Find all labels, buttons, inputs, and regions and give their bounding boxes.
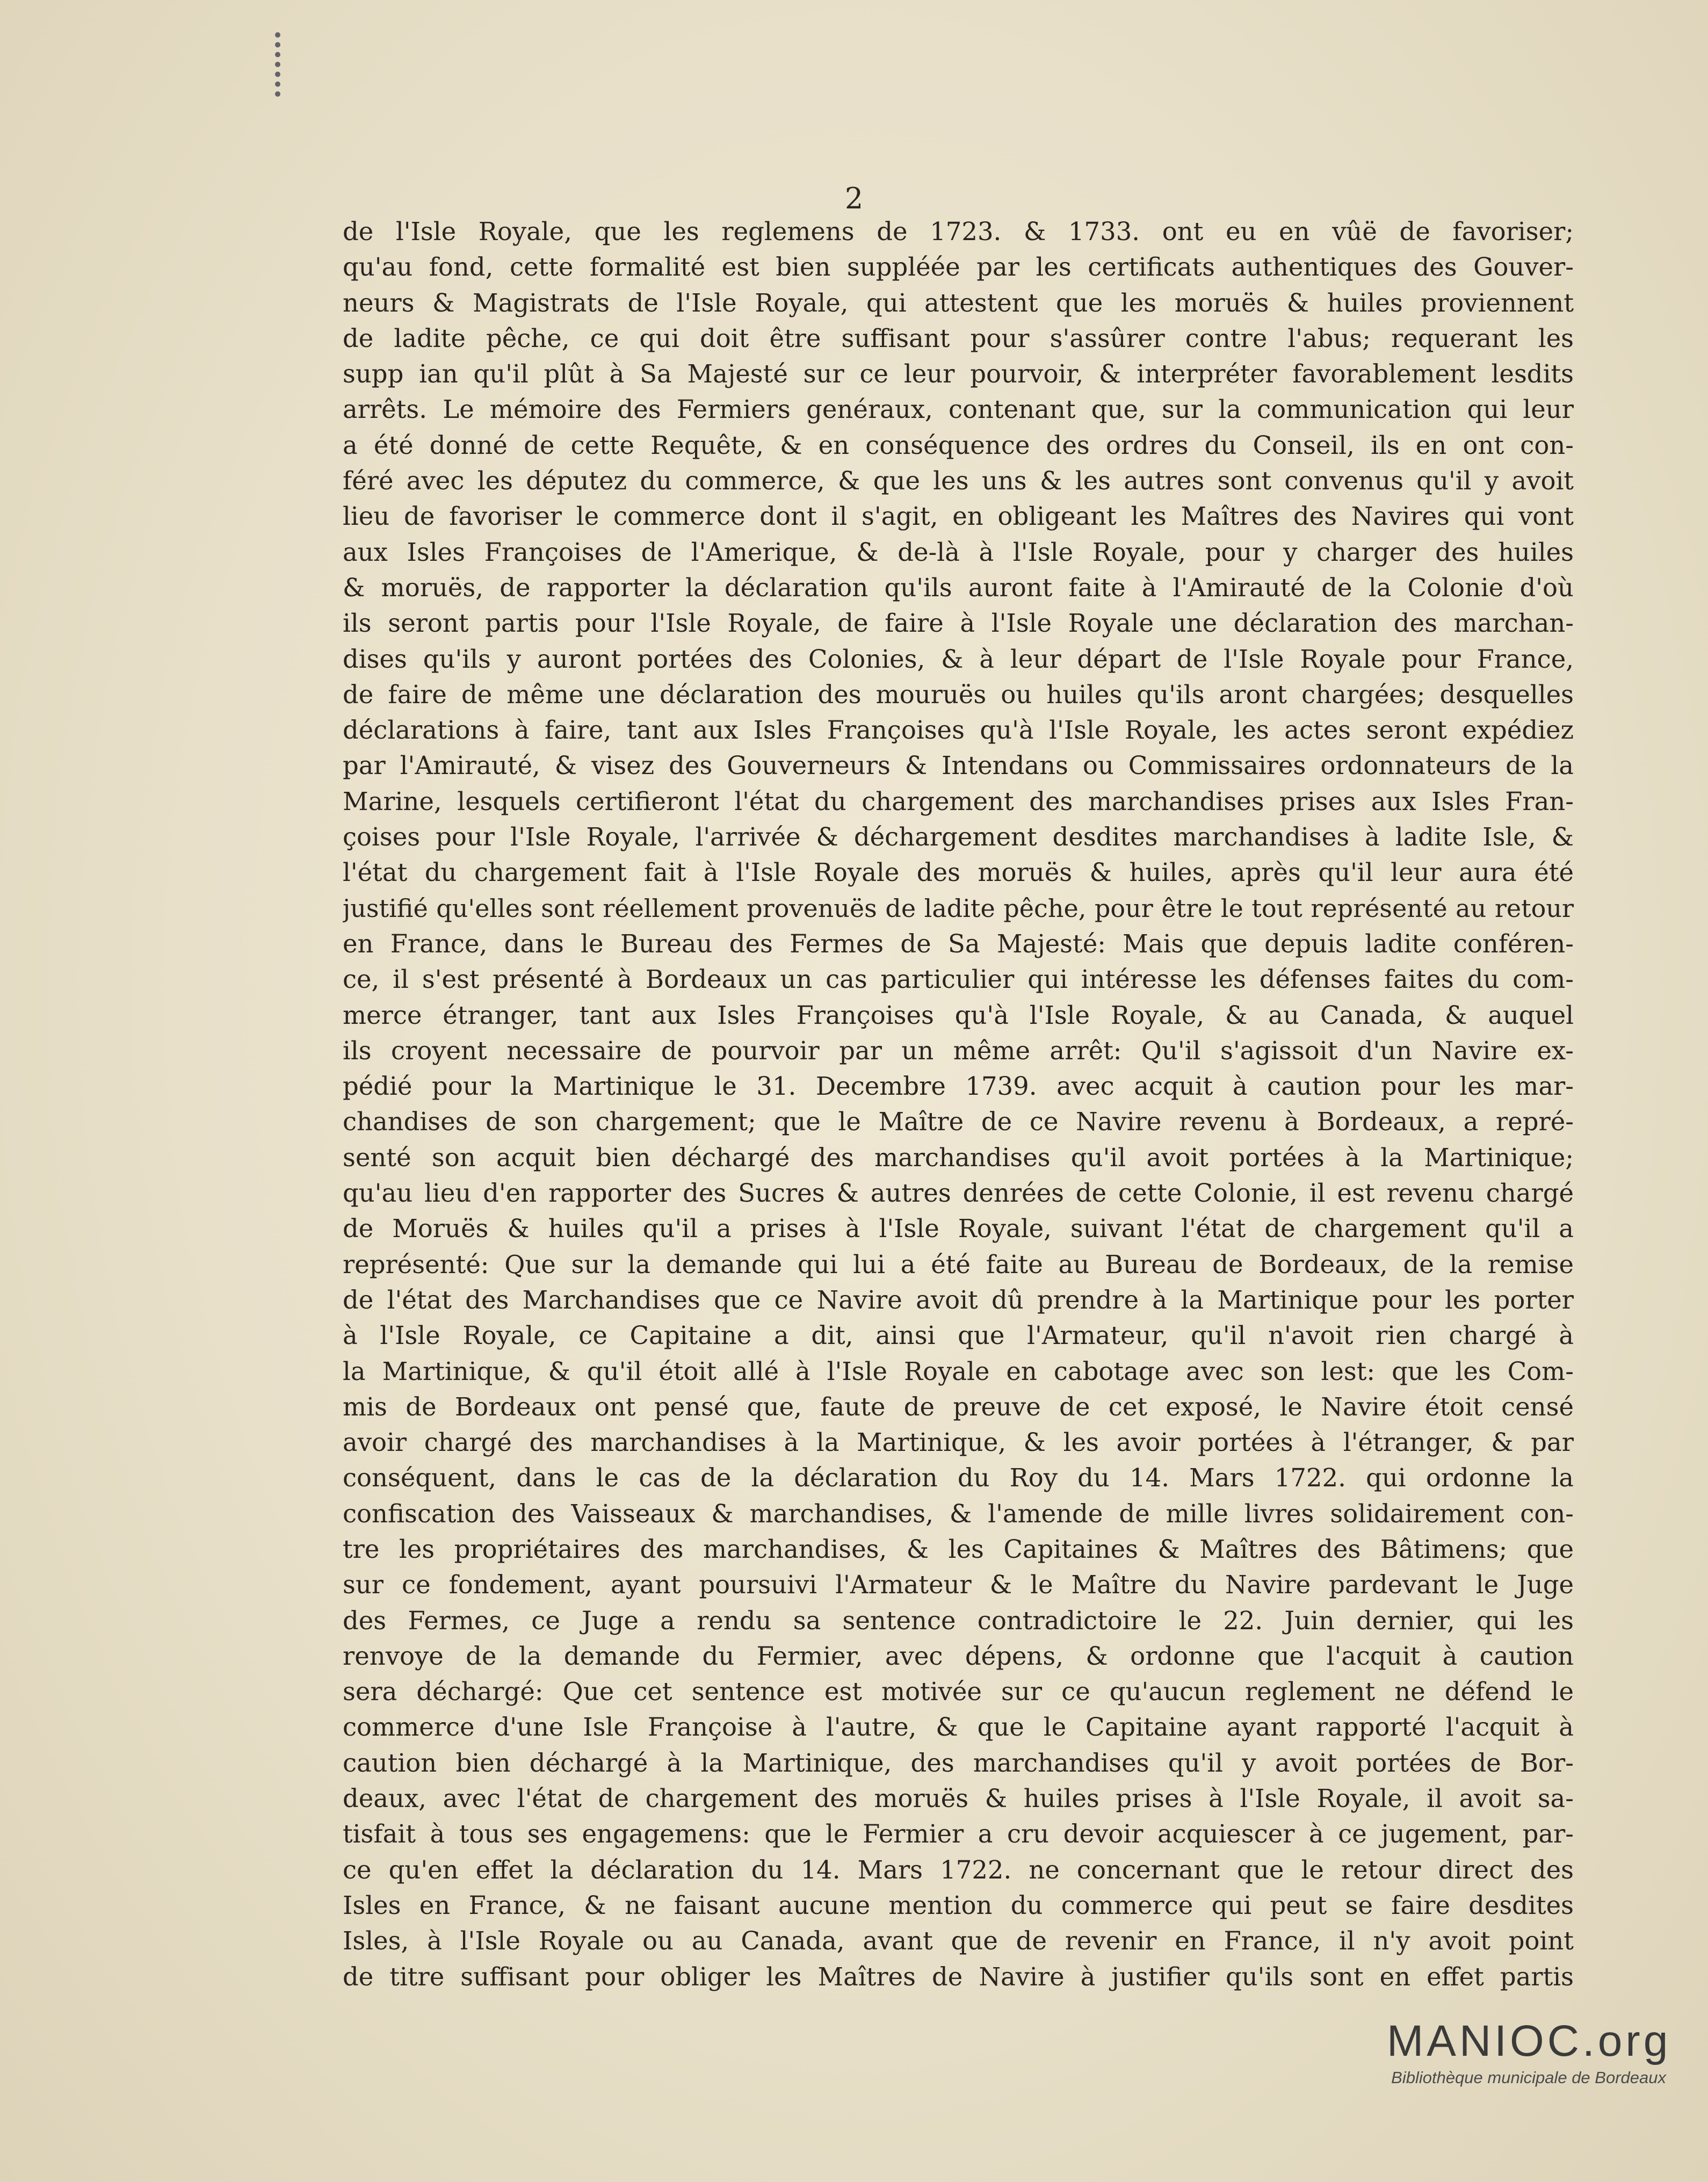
text-line: représenté: Que sur la demande qui lui a été faite au Bureau de Bordeaux, de la remise bbox=[343, 1249, 1574, 1279]
text-line: féré avec les députez du commerce, & que les uns & les autres sont convenus qu'il y avoit bbox=[343, 466, 1574, 496]
text-line: en France, dans le Bureau des Fermes de Sa Majesté: Mais que depuis ladite conféren- bbox=[343, 929, 1574, 958]
text-line: sur ce fondement, ayant poursuivi l'Armateur & le Maître du Navire pardevant le Juge bbox=[343, 1570, 1574, 1600]
text-line: lieu de favoriser le commerce dont il s'agit, en obligeant les Maîtres des Navires qui vont bbox=[343, 502, 1574, 531]
text-line: de titre suffisant pour obliger les Maîtres de Navire à justifier qu'ils sont en effet partis bbox=[343, 1962, 1574, 1991]
text-line: ils seront partis pour l'Isle Royale, de faire à l'Isle Royale une déclaration des marchan- bbox=[343, 609, 1574, 638]
text-line: tisfait à tous ses engagemens: que le Fermier a cru devoir acquiescer à ce jugement, par- bbox=[343, 1819, 1574, 1849]
text-line: de faire de même une déclaration des mouruës ou huiles qu'ils aront chargées; desquelles bbox=[343, 680, 1574, 709]
text-line: qu'au lieu d'en rapporter des Sucres & autres denrées de cette Colonie, il est revenu chargé bbox=[343, 1179, 1574, 1208]
text-line: de ladite pêche, ce qui doit être suffisant pour s'assûrer contre l'abus; requerant les bbox=[343, 323, 1574, 353]
text-line: aux Isles Françoises de l'Amerique, & de-là à l'Isle Royale, pour y charger des huiles bbox=[343, 537, 1574, 567]
text-line: renvoye de la demande du Fermier, avec dépens, & ordonne que l'acquit à caution bbox=[343, 1641, 1574, 1671]
text-line: Isles en France, & ne faisant aucune mention du commerce qui peut se faire desdites bbox=[343, 1890, 1574, 1920]
text-line: ils croyent necessaire de pourvoir par un même arrêt: Qu'il s'agissoit d'un Navire ex- bbox=[343, 1036, 1574, 1065]
text-line: par l'Amirauté, & visez des Gouverneurs & Intendans ou Commissaires ordonnateurs de la bbox=[343, 751, 1574, 781]
text-line: dises qu'ils y auront portées des Colonies, & à leur départ de l'Isle Royale pour France, bbox=[343, 644, 1574, 674]
text-line: chandises de son chargement; que le Maître de ce Navire revenu à Bordeaux, a repré- bbox=[343, 1107, 1574, 1137]
text-line: commerce d'une Isle Françoise à l'autre, & que le Capitaine ayant rapporté l'acquit à bbox=[343, 1713, 1574, 1742]
text-line: ce qu'en effet la déclaration du 14. Mars 1722. ne concernant que le retour direct des bbox=[343, 1855, 1574, 1884]
text-line: deaux, avec l'état de chargement des moruës & huiles prises à l'Isle Royale, il avoit sa- bbox=[343, 1784, 1574, 1813]
text-line: à l'Isle Royale, ce Capitaine a dit, ainsi que l'Armateur, qu'il n'avoit rien chargé à bbox=[343, 1321, 1574, 1350]
text-line: de l'état des Marchandises que ce Navire avoit dû prendre à la Martinique pour les porter bbox=[343, 1285, 1574, 1314]
text-line: avoir chargé des marchandises à la Martinique, & les avoir portées à l'étranger, & par bbox=[343, 1428, 1574, 1457]
text-line: a été donné de cette Requête, & en conséquence des ordres du Conseil, ils en ont con- bbox=[343, 430, 1574, 460]
text-line: sera déchargé: Que cet sentence est motivée sur ce qu'aucun reglement ne défend le bbox=[343, 1677, 1574, 1707]
text-line: de l'Isle Royale, que les reglemens de 1723. & 1733. ont eu en vûë de favoriser; bbox=[343, 217, 1574, 246]
text-line: confiscation des Vaisseaux & marchandises, & l'amende de mille livres solidairement con- bbox=[343, 1499, 1574, 1528]
text-line: justifié qu'elles sont réellement provenuës de ladite pêche, pour être le tout représenté au retour bbox=[343, 893, 1574, 923]
text-line: caution bien déchargé à la Martinique, des marchandises qu'il y avoit portées de Bor- bbox=[343, 1748, 1574, 1778]
manioc-watermark bbox=[1387, 2015, 1671, 2089]
text-line: & moruës, de rapporter la déclaration qu'ils auront faite à l'Amirauté de la Colonie d'où bbox=[343, 573, 1574, 602]
text-line: la Martinique, & qu'il étoit allé à l'Isle Royale en cabotage avec son lest: que les Com- bbox=[343, 1356, 1574, 1386]
text-line: mis de Bordeaux ont pensé que, faute de preuve de cet exposé, le Navire étoit censé bbox=[343, 1392, 1574, 1421]
watermark-subtitle: Bibliothèque municipale de Bordeaux bbox=[1391, 2068, 1666, 2087]
text-line: tre les propriétaires des marchandises, & les Capitaines & Maîtres des Bâtimens; que bbox=[343, 1534, 1574, 1564]
text-line: merce étranger, tant aux Isles Françoises qu'à l'Isle Royale, & au Canada, & auquel bbox=[343, 1000, 1574, 1030]
text-line: supp ian qu'il plût à Sa Majesté sur ce leur pourvoir, & interpréter favorablement lesdits bbox=[343, 359, 1574, 389]
text-line: conséquent, dans le cas de la déclaration du Roy du 14. Mars 1722. qui ordonne la bbox=[343, 1463, 1574, 1493]
text-line: l'état du chargement fait à l'Isle Royale des moruës & huiles, après qu'il leur aura été bbox=[343, 858, 1574, 887]
text-line: neurs & Magistrats de l'Isle Royale, qui attestent que les moruës & huiles proviennent bbox=[343, 288, 1574, 317]
watermark-title: MANIOC.org bbox=[1387, 2017, 1671, 2065]
document-body bbox=[343, 214, 1574, 1995]
text-line: qu'au fond, cette formalité est bien suppléée par les certificats authentiques des Gouver- bbox=[343, 252, 1574, 282]
text-line: de Moruës & huiles qu'il a prises à l'Isle Royale, suivant l'état de chargement qu'il a bbox=[343, 1214, 1574, 1244]
text-line: Isles, à l'Isle Royale ou au Canada, avant que de revenir en France, il n'y avoit point bbox=[343, 1926, 1574, 1956]
text-line: pédié pour la Martinique le 31. Decembre 1739. avec acquit à caution pour les mar- bbox=[343, 1072, 1574, 1101]
text-line: ce, il s'est présenté à Bordeaux un cas particulier qui intéresse les défenses faites du com- bbox=[343, 965, 1574, 994]
text-line: çoises pour l'Isle Royale, l'arrivée & déchargement desdites marchandises à ladite Isle, & bbox=[343, 822, 1574, 852]
text-line: déclarations à faire, tant aux Isles Françoises qu'à l'Isle Royale, les actes seront expédiez bbox=[343, 716, 1574, 745]
text-line: des Fermes, ce Juge a rendu sa sentence contradictoire le 22. Juin dernier, qui les bbox=[343, 1606, 1574, 1635]
page-number: 2 bbox=[844, 182, 864, 215]
text-line: arrêts. Le mémoire des Fermiers genéraux, contenant que, sur la communication qui leur bbox=[343, 395, 1574, 424]
text-line: Marine, lesquels certifieront l'état du chargement des marchandises prises aux Isles Fran- bbox=[343, 786, 1574, 816]
text-line: senté son acquit bien déchargé des marchandises qu'il avoit portées à la Martinique; bbox=[343, 1143, 1574, 1172]
ink-mark bbox=[275, 32, 288, 97]
